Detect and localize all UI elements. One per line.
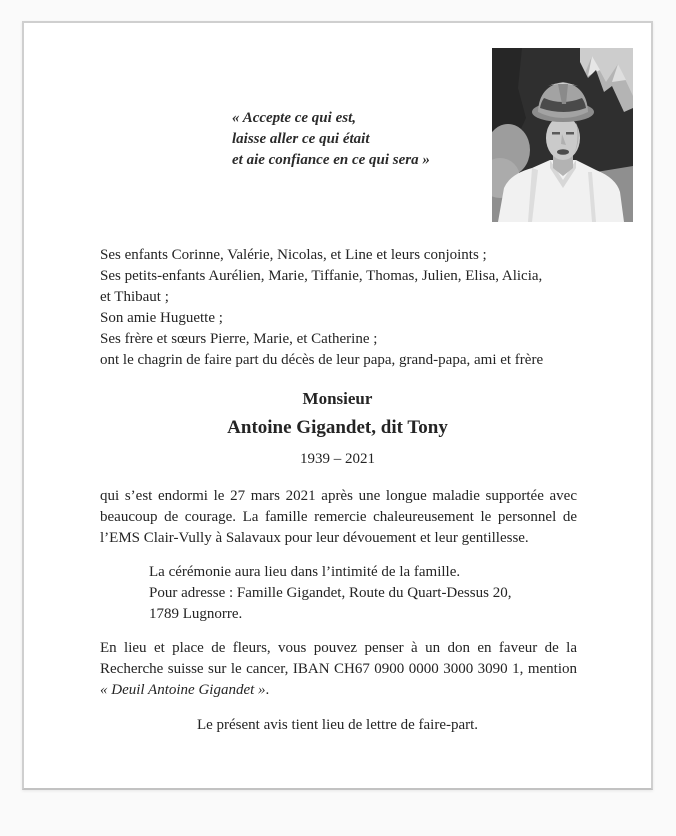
- family-line: ont le chagrin de faire part du décès de leur papa, grand-papa, ami et frère: [100, 352, 544, 368]
- quote-line: « Accepte ce qui est,: [232, 110, 356, 126]
- quote-line: laisse aller ce qui était: [232, 131, 370, 147]
- ceremony-line: La cérémonie aura lieu dans l’intimité de la famille.: [149, 564, 461, 580]
- family-line: Son amie Huguette ;: [100, 310, 223, 326]
- memorial-quote: [232, 108, 430, 171]
- family-announcement: [100, 245, 577, 371]
- illness-paragraph: [100, 486, 577, 549]
- salutation: Monsieur: [302, 389, 373, 408]
- portrait-photo-image: [492, 48, 633, 222]
- quote-line: et aie confiance en ce qui sera »: [232, 152, 430, 168]
- family-line: Ses petits-enfants Aurélien, Marie, Tiffanie, Thomas, Julien, Elisa, Alicia,: [100, 268, 543, 284]
- ceremony-info: [149, 562, 577, 625]
- donation-paragraph: [100, 638, 577, 701]
- closing-line: Le présent avis tient lieu de lettre de faire-part.: [196, 717, 479, 733]
- illness-line: beaucoup de courage. La famille remercie chaleureusement le personnel de: [100, 509, 577, 525]
- family-line: et Thibaut ;: [100, 289, 169, 305]
- obituary-page: [22, 21, 653, 790]
- donation-mention-line: [100, 680, 577, 701]
- family-line: Ses enfants Corinne, Valérie, Nicolas, et Line et leurs conjoints ;: [100, 247, 487, 263]
- donation-line: Recherche suisse sur le cancer, IBAN CH67 0900 0000 3000 3090 1, mention: [100, 661, 577, 677]
- ceremony-line: 1789 Lugnorre.: [149, 606, 243, 622]
- family-line: Ses frère et sœurs Pierre, Marie, et Catherine ;: [100, 331, 378, 347]
- portrait-photo: [492, 48, 633, 222]
- illness-line: l’EMS Clair-Vully à Salavaux pour leur dévouement et leur gentillesse.: [100, 530, 529, 546]
- donation-mention: « Deuil Antoine Gigandet »: [100, 682, 266, 698]
- illness-line: qui s’est endormi le 27 mars 2021 après une longue maladie supportée avec: [100, 488, 577, 504]
- ceremony-line: Pour adresse : Famille Gigandet, Route du Quart-Dessus 20,: [149, 585, 512, 601]
- deceased-name: Antoine Gigandet, dit Tony: [227, 417, 448, 438]
- donation-line: En lieu et place de fleurs, vous pouvez penser à un don en faveur de la: [100, 640, 577, 656]
- life-years: 1939 – 2021: [300, 451, 375, 467]
- donation-mention-period: .: [265, 682, 270, 698]
